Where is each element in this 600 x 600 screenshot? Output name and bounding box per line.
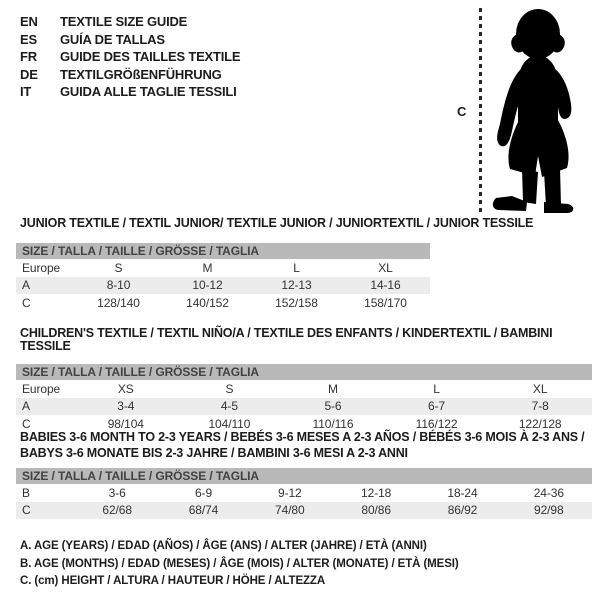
row-label: C bbox=[22, 503, 31, 518]
row-value: 6-9 bbox=[194, 485, 213, 500]
row-value: 7-8 bbox=[531, 399, 549, 414]
row-label: C bbox=[22, 295, 31, 310]
section-junior bbox=[16, 217, 533, 312]
row-value: 158/170 bbox=[364, 295, 407, 310]
language-row bbox=[20, 31, 240, 49]
section-heading-line: CHILDREN'S TEXTILE / TEXTIL NIÑO/A / TEXTILE DES ENFANTS / KINDERTEXTIL / BAMBINI TESSILE bbox=[20, 326, 553, 353]
table-header-bar: SIZE / TALLA / TAILLE / GRÖSSE / TAGLIA bbox=[16, 243, 430, 259]
row-value: 12-13 bbox=[281, 278, 312, 293]
row-label: Europe bbox=[22, 260, 61, 275]
table-row bbox=[16, 484, 592, 502]
table-row bbox=[16, 398, 592, 416]
section-heading-line: BABIES 3-6 MONTH TO 2-3 YEARS / BEBÉS 3-6 MESES A 2-3 AÑOS / BÉBÉS 3-6 MOIS À 2-3 ANS / bbox=[20, 430, 585, 444]
table-header-bar: SIZE / TALLA / TAILLE / GRÖSSE / TAGLIA bbox=[16, 364, 592, 380]
row-value: L bbox=[433, 381, 440, 396]
row-value: 140/152 bbox=[186, 295, 229, 310]
row-value: XL bbox=[532, 381, 548, 396]
language-title: GUÍA DE TALLAS bbox=[60, 31, 165, 47]
section-heading bbox=[16, 430, 592, 461]
footnotes bbox=[20, 538, 459, 591]
row-value: M bbox=[328, 381, 338, 396]
section-babies bbox=[16, 430, 592, 519]
row-value: 86/92 bbox=[447, 503, 478, 518]
row-value: 9-12 bbox=[278, 485, 302, 500]
table-row bbox=[16, 259, 430, 277]
row-value: 116/122 bbox=[415, 416, 458, 431]
row-value: 3-4 bbox=[117, 399, 135, 414]
section-heading bbox=[16, 217, 533, 230]
row-value: 6-7 bbox=[428, 399, 446, 414]
row-value: 14-16 bbox=[370, 278, 401, 293]
row-value: 3-6 bbox=[108, 485, 126, 500]
language-row bbox=[20, 48, 240, 66]
table-row bbox=[16, 502, 592, 520]
section-heading-line: BABYS 3-6 MONATE BIS 2-3 JAHRE / BAMBINI 3-6 MESI A 2-3 ANNI bbox=[20, 445, 408, 460]
language-title: TEXTILGRÖßENFÜHRUNG bbox=[60, 66, 222, 82]
language-code: FR bbox=[20, 49, 37, 64]
language-guide bbox=[20, 13, 240, 101]
row-value: 8-10 bbox=[106, 278, 131, 293]
language-row bbox=[20, 66, 240, 84]
row-value: 92/98 bbox=[534, 503, 564, 518]
language-row bbox=[20, 83, 240, 101]
table-row bbox=[16, 277, 430, 295]
footnote-line: C. (cm) HEIGHT / ALTURA / HAUTEUR / HÖHE / ALTEZZA bbox=[20, 575, 326, 587]
row-value: XS bbox=[117, 381, 134, 396]
section-heading-line: JUNIOR TEXTILE / TEXTIL JUNIOR/ TEXTILE JUNIOR / JUNIORTEXTIL / JUNIOR TESSILE bbox=[20, 216, 534, 230]
table-row bbox=[16, 294, 430, 312]
row-value: 122/128 bbox=[518, 416, 562, 431]
row-value: 18-24 bbox=[447, 485, 478, 500]
row-value: 10-12 bbox=[192, 278, 223, 293]
row-value: 12-18 bbox=[361, 485, 392, 500]
footnote-line: B. AGE (MONTHS) / EDAD (MESES) / ÂGE (MOIS) / ALTER (MONATE) / ETÀ (MESI) bbox=[20, 557, 459, 570]
size-table bbox=[16, 468, 592, 519]
row-label: A bbox=[22, 278, 30, 293]
row-value: 152/158 bbox=[275, 295, 318, 310]
height-measure-label: C bbox=[457, 104, 467, 119]
language-code: ES bbox=[20, 31, 37, 47]
row-value: 24-36 bbox=[533, 485, 564, 500]
row-value: 110/116 bbox=[312, 416, 354, 431]
language-code: IT bbox=[20, 84, 32, 99]
row-value: S bbox=[114, 260, 123, 275]
footnote-line: A. AGE (YEARS) / EDAD (AÑOS) / ÂGE (ANS) / ALTER (JAHRE) / ETÀ (ANNI) bbox=[20, 540, 427, 552]
size-table bbox=[16, 243, 430, 312]
row-value: 68/74 bbox=[188, 503, 219, 518]
row-label: A bbox=[22, 399, 30, 414]
table-row bbox=[16, 380, 592, 398]
language-title: TEXTILE SIZE GUIDE bbox=[60, 14, 188, 29]
row-label: Europe bbox=[22, 381, 61, 396]
row-value: 128/140 bbox=[97, 295, 140, 310]
row-value: XL bbox=[378, 260, 393, 275]
row-value: 5-6 bbox=[324, 399, 342, 414]
table-header-bar: SIZE / TALLA / TAILLE / GRÖSSE / TAGLIA bbox=[16, 468, 592, 484]
row-value: M bbox=[202, 260, 213, 275]
row-label: C bbox=[22, 416, 31, 431]
section-children bbox=[16, 327, 600, 433]
size-table bbox=[16, 364, 592, 433]
row-value: L bbox=[293, 260, 300, 275]
height-dashed-line bbox=[479, 8, 482, 214]
row-label: B bbox=[22, 485, 30, 500]
row-value: 104/110 bbox=[208, 416, 251, 431]
language-title: GUIDA ALLE TAGLIE TESSILI bbox=[60, 84, 237, 99]
row-value: 80/86 bbox=[361, 503, 391, 518]
baby-silhouette-icon bbox=[492, 6, 584, 214]
row-value: 62/68 bbox=[102, 503, 132, 518]
row-value: S bbox=[225, 381, 234, 396]
language-row bbox=[20, 13, 240, 31]
row-value: 4-5 bbox=[220, 399, 238, 414]
row-value: 98/104 bbox=[107, 416, 144, 431]
row-value: 74/80 bbox=[275, 503, 305, 518]
language-title: GUIDE DES TAILLES TEXTILE bbox=[60, 49, 241, 64]
language-code: DE bbox=[20, 66, 38, 82]
section-heading bbox=[16, 327, 600, 353]
language-code: EN bbox=[20, 14, 38, 29]
